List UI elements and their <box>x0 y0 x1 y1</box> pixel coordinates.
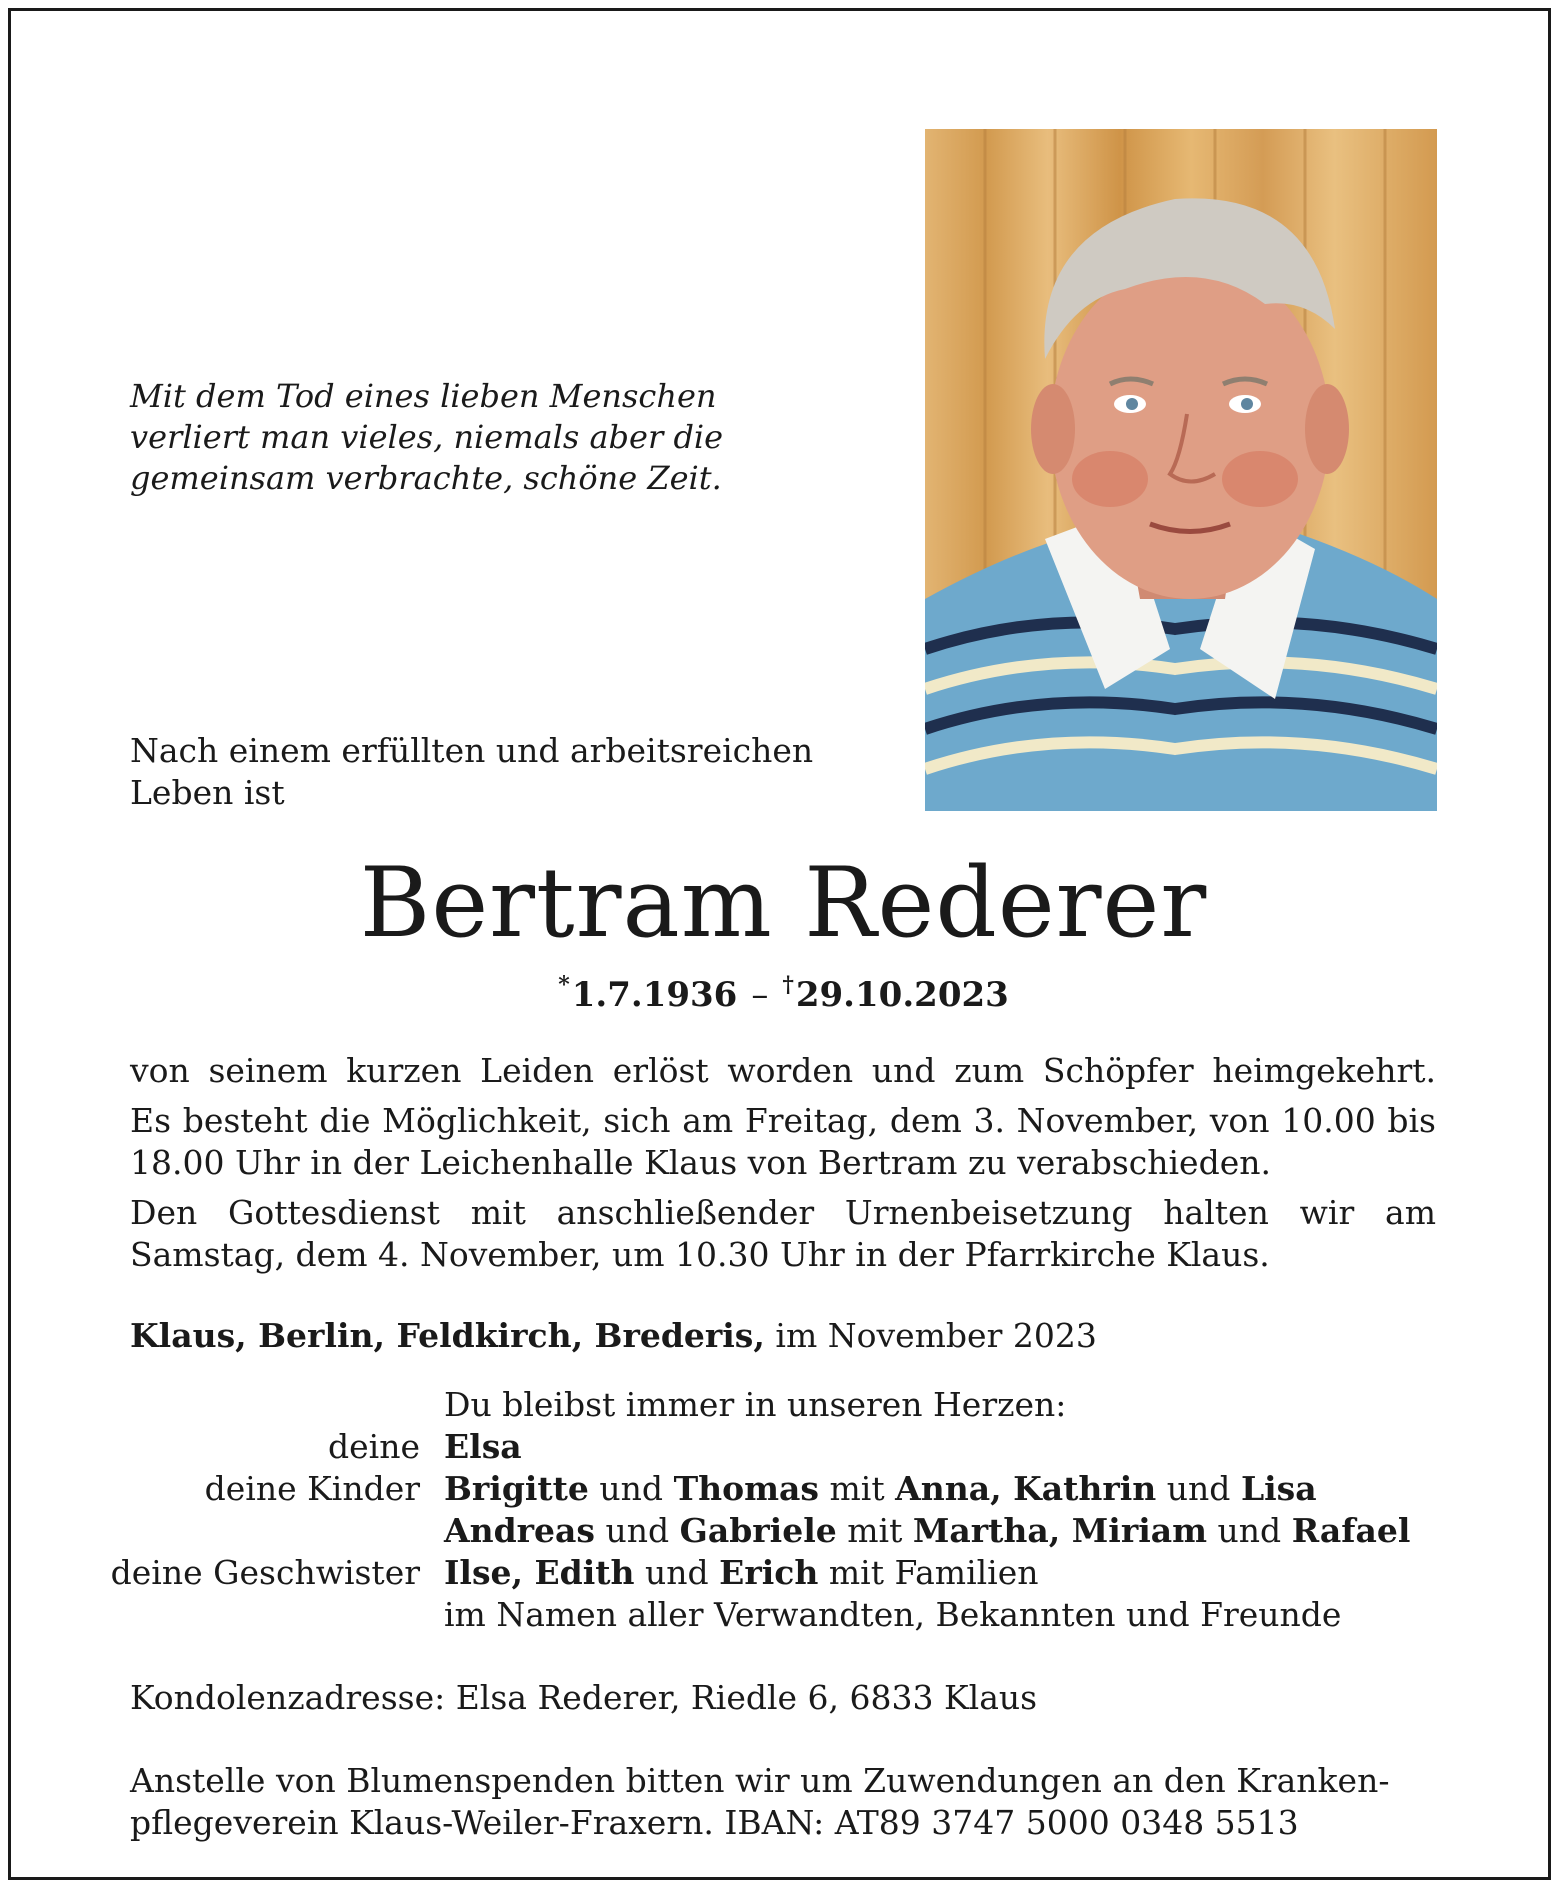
conjunction: und <box>599 1469 664 1508</box>
conjunction: mit <box>829 1469 885 1508</box>
life-dates <box>0 972 1567 1015</box>
deceased-name: Bertram Rederer <box>359 847 1208 959</box>
sign-date: im November 2023 <box>775 1316 1097 1355</box>
wife-label: deine <box>328 1427 420 1466</box>
body-paragraph-1 <box>130 1050 1436 1092</box>
places: Klaus, Berlin, Feldkirch, Brederis, <box>130 1316 765 1355</box>
sibling-name: Erich <box>719 1553 819 1592</box>
intro-line: Nach einem erfüllten und arbeitsreichen <box>130 731 814 770</box>
body-paragraph-2 <box>130 1100 1436 1184</box>
note-line: Anstelle von Blumenspenden bitten wir um Zuwendungen an den Kranken- <box>130 1761 1390 1800</box>
family-row <box>0 1510 1567 1552</box>
family-row <box>0 1426 1567 1468</box>
date-separator: – <box>751 975 769 1015</box>
intro-line: Leben ist <box>130 773 285 812</box>
mourners-list <box>0 1384 1567 1636</box>
conjunction: und <box>1166 1469 1231 1508</box>
partner-name: Thomas <box>673 1469 820 1508</box>
wife-name: Elsa <box>444 1427 522 1466</box>
quote-line: gemeinsam verbrachte, schöne Zeit. <box>130 459 722 497</box>
birth-date: 1.7.1936 <box>571 975 738 1015</box>
family-heading: Du bleibst immer in unseren Herzen: <box>444 1385 1067 1424</box>
note-line: pflegeverein Klaus-Weiler-Fraxern. IBAN: AT89 3747 5000 0348 5513 <box>130 1803 1299 1842</box>
conjunction: und <box>1217 1511 1282 1550</box>
siblings-label: deine Geschwister <box>110 1553 420 1592</box>
family-closing: im Namen aller Verwandten, Bekannten und Freunde <box>444 1595 1342 1634</box>
siblings-tail: mit Familien <box>828 1553 1039 1592</box>
portrait-photo <box>925 129 1437 811</box>
grandchild-name: Rafael <box>1291 1511 1411 1550</box>
birth-symbol: * <box>558 972 570 998</box>
body-line: Den Gottesdienst mit anschließender Urnenbeisetzung halten wir am <box>130 1193 1436 1232</box>
memorial-quote <box>130 376 770 499</box>
body-line: Es besteht die Möglichkeit, sich am Freitag, dem 3. November, von 10.00 bis <box>130 1101 1436 1140</box>
family-row <box>0 1384 1567 1426</box>
child-name: Andreas <box>444 1511 596 1550</box>
body-line: von seinem kurzen Leiden erlöst worden und zum Schöpfer heimgekehrt. <box>130 1051 1436 1090</box>
conjunction: und <box>605 1511 670 1550</box>
grandchildren-names: Anna, Kathrin <box>895 1469 1157 1508</box>
body-paragraph-3 <box>130 1192 1436 1276</box>
siblings-names: Ilse, Edith <box>444 1553 635 1592</box>
condolence-address: Kondolenzadresse: Elsa Rederer, Riedle 6, 6833 Klaus <box>130 1678 1038 1717</box>
portrait-illustration <box>925 129 1437 811</box>
death-date: 29.10.2023 <box>795 975 1009 1015</box>
quote-line: verliert man vieles, niemals aber die <box>130 418 724 456</box>
conjunction: und <box>645 1553 709 1592</box>
death-symbol: † <box>782 972 794 998</box>
grandchildren-names: Martha, Miriam <box>912 1511 1208 1550</box>
partner-name: Gabriele <box>679 1511 837 1550</box>
body-line: Samstag, dem 4. November, um 10.30 Uhr in der Pfarrkirche Klaus. <box>130 1235 1270 1274</box>
child-name: Brigitte <box>444 1469 589 1508</box>
place-date-line <box>130 1316 1097 1355</box>
body-line: 18.00 Uhr in der Leichenhalle Klaus von Bertram zu verabschieden. <box>130 1143 1271 1182</box>
intro-text <box>130 730 813 814</box>
quote-line: Mit dem Tod eines lieben Menschen <box>130 377 717 415</box>
family-row <box>0 1594 1567 1636</box>
family-row <box>0 1552 1567 1594</box>
children-label: deine Kinder <box>204 1469 420 1508</box>
donation-note <box>130 1760 1436 1844</box>
grandchild-name: Lisa <box>1240 1469 1317 1508</box>
family-row <box>0 1468 1567 1510</box>
conjunction: mit <box>847 1511 903 1550</box>
